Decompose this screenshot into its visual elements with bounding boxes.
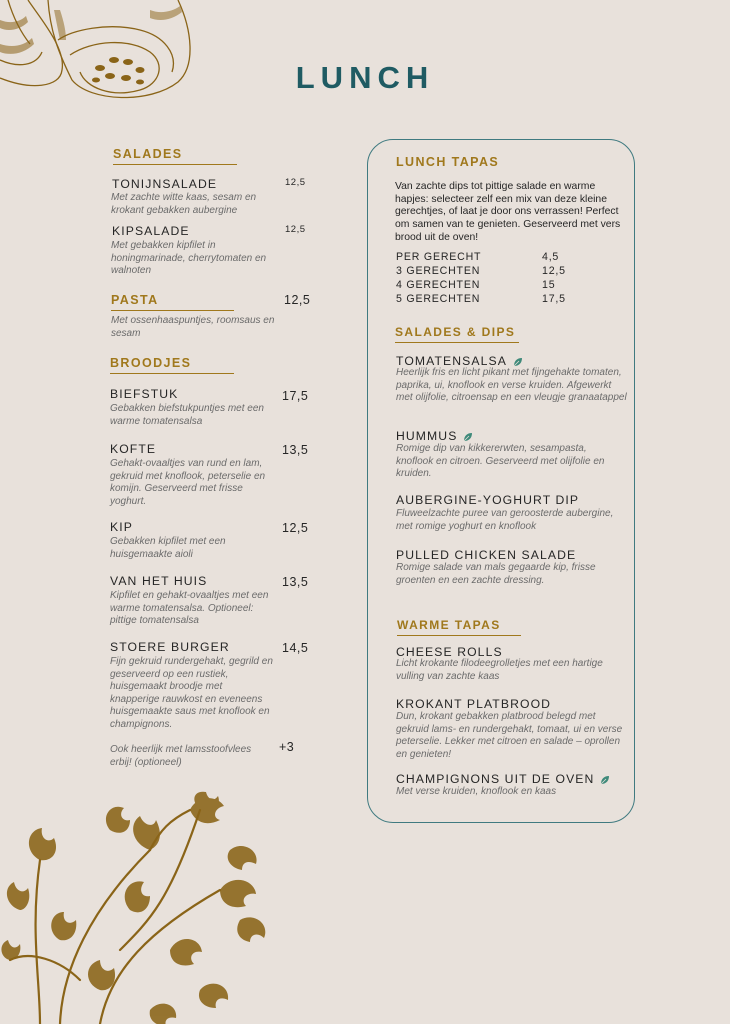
- menu-item-name: AUBERGINE-YOGHURT DIP: [396, 493, 580, 507]
- menu-item-description: Dun, krokant gebakken platbrood belegd met gekruid lams- en rundergehakt, tomaat, ui en verse peterselie. Lekker met citroen en salade – oprollen en genieten!: [396, 711, 623, 760]
- leaf-icon: [600, 775, 610, 785]
- menu-item-description: Romige salade van mals gegaarde kip, frisse groenten en een zachte dressing.: [396, 562, 596, 586]
- menu-item-price: 14,5: [282, 641, 309, 655]
- section-heading-salades: SALADES: [113, 147, 237, 165]
- lunch-tapas-intro: Van zachte dips tot pittige salade en warme hapjes: selecteer zelf een mix van deze kleine gerechtjes, of laat je door ons verrassen! Perfect om samen van te genieten. Geserveerd met vers brood uit de oven!: [395, 181, 621, 243]
- menu-item-description: Met ossenhaaspuntjes, roomsaus en sesam: [111, 315, 275, 339]
- menu-item-description: Licht krokante filodeegrolletjes met een hartige vulling van zachte kaas: [396, 658, 603, 682]
- price-tier-label: PER GERECHT: [396, 251, 482, 263]
- menu-item-price: 12,5: [282, 521, 309, 535]
- menu-item-extra-price: +3: [279, 740, 295, 754]
- menu-item-description: Fijn gekruid rundergehakt, gegrild en geserveerd op een rustiek, huisgemaakt broodje met knapperige rauwkost en eveneens huisgemaakte saus met knoflook en champignons.: [110, 656, 273, 730]
- price-tier-value: 4,5: [542, 251, 560, 263]
- menu-item-name: [396, 354, 523, 368]
- page-title: LUNCH: [295, 60, 435, 95]
- menu-item-name: BIEFSTUK: [110, 387, 179, 401]
- menu-item-name: KIPSALADE: [112, 224, 190, 238]
- menu-item-price: 13,5: [282, 575, 309, 589]
- menu-item-description: Kipfilet en gehakt-ovaaltjes met een warme tomatensalsa. Optioneel: pittige tomatensalsa: [110, 590, 269, 627]
- price-tier-value: 15: [542, 279, 556, 291]
- menu-item-description: Fluweelzachte puree van geroosterde aubergine, met romige yoghurt en knoflook: [396, 508, 614, 532]
- section-heading-pasta: PASTA: [111, 293, 234, 311]
- parsley-illustration: [0, 790, 290, 1024]
- menu-item-name: TONIJNSALADE: [112, 177, 218, 191]
- price-tier-value: 17,5: [542, 293, 566, 305]
- menu-item-price: 12,5: [285, 177, 306, 188]
- menu-item-description: Heerlijk fris en licht pikant met fijngehakte tomaten, paprika, ui, knoflook en verse kruiden. Afgewerkt met olijfolie, citroensap en een vleugje granaatappel: [396, 367, 627, 404]
- menu-item-name: KROKANT PLATBROOD: [396, 697, 552, 711]
- menu-item-name: CHEESE ROLLS: [396, 645, 503, 659]
- price-tier-value: 12,5: [542, 265, 566, 277]
- menu-item-name: KOFTE: [110, 442, 157, 456]
- menu-item-description: Met gebakken kipfilet in honingmarinade, cherrytomaten en walnoten: [111, 240, 267, 277]
- menu-item-price: 12,5: [284, 293, 311, 307]
- price-tier-label: 5 GERECHTEN: [396, 293, 481, 305]
- menu-item-description: Gebakken kipfilet met een huisgemaakte aioli: [110, 536, 226, 560]
- menu-item-price: 17,5: [282, 389, 309, 403]
- price-tier-label: 3 GERECHTEN: [396, 265, 481, 277]
- menu-item-description: Gebakken biefstukpuntjes met een warme tomatensalsa: [110, 403, 264, 427]
- leaf-icon: [513, 357, 523, 367]
- menu-item-name: [396, 429, 473, 443]
- menu-item-name: VAN HET HUIS: [110, 574, 208, 588]
- menu-item-description: Met verse kruiden, knoflook en kaas: [396, 786, 557, 797]
- section-heading-lunch-tapas: LUNCH TAPAS: [396, 155, 500, 169]
- menu-item-price: 12,5: [285, 224, 306, 235]
- section-heading-salades-dips: SALADES & DIPS: [395, 325, 519, 343]
- leaf-icon: [463, 432, 473, 442]
- menu-item-name-text: HUMMUS: [396, 429, 458, 443]
- menu-item-name: STOERE BURGER: [110, 640, 230, 654]
- menu-item-name-text: CHAMPIGNONS UIT DE OVEN: [396, 772, 595, 786]
- menu-item-description: Gehakt-ovaaltjes van rund en lam, gekruid met knoflook, peterselie en komijn. Geserveerd met frisse yoghurt.: [110, 458, 266, 507]
- menu-item-description: Met zachte witte kaas, sesam en krokant gebakken aubergine: [111, 192, 257, 216]
- menu-item-price: 13,5: [282, 443, 309, 457]
- menu-item-name: [396, 772, 610, 786]
- menu-item-name: PULLED CHICKEN SALADE: [396, 548, 577, 562]
- menu-item-description: Romige dip van kikkererwten, sesampasta, knoflook en citroen. Geserveerd met olijfolie en kruiden.: [396, 443, 605, 480]
- price-tier-label: 4 GERECHTEN: [396, 279, 481, 291]
- menu-item-extra-note: Ook heerlijk met lamsstoofvlees erbij! (optioneel): [110, 744, 252, 768]
- section-heading-broodjes: BROODJES: [110, 356, 234, 374]
- menu-item-name-text: TOMATENSALSA: [396, 354, 507, 368]
- menu-item-name: KIP: [110, 520, 133, 534]
- section-heading-warme-tapas: WARME TAPAS: [397, 618, 521, 636]
